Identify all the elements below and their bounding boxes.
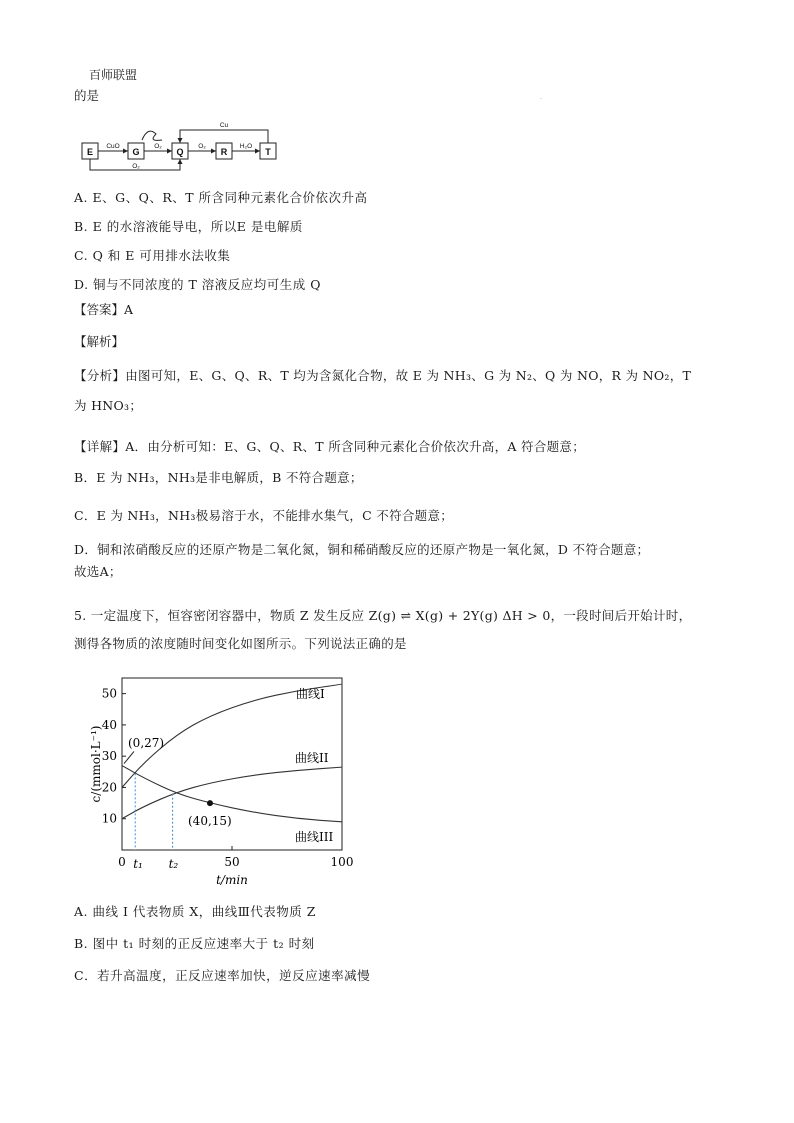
label-g-q: O₂ bbox=[154, 143, 162, 150]
q4-option-c: C. Q 和 E 可用排水法收集 bbox=[74, 248, 231, 263]
concentration-chart bbox=[89, 668, 354, 893]
detail-line-d: D．铜和浓硝酸反应的还原产物是二氧化氮，铜和稀硝酸反应的还原产物是一氧化氮，D 不符合题意； bbox=[74, 542, 650, 557]
y-tick-label: 40 bbox=[101, 717, 117, 732]
label-e-g: CuO bbox=[106, 143, 120, 150]
y-axis-label: c/(mmol·L⁻¹) bbox=[89, 725, 103, 803]
q5-stem-line-1: 5. 一定温度下，恒容密闭容器中，物质 Z 发生反应 Z(g) ⇌ X(g) + 2Y(g) ΔH > 0，一段时间后开始计时， bbox=[74, 608, 692, 623]
detail-line-b: B．E 为 NH₃，NH₃是非电解质，B 不符合题意； bbox=[74, 470, 363, 485]
x-tick-label: 50 bbox=[224, 855, 240, 869]
node-g: G bbox=[132, 147, 140, 157]
flow-diagram bbox=[80, 110, 280, 180]
scribble-mark bbox=[142, 131, 162, 140]
x-tick-label: 100 bbox=[330, 855, 354, 869]
series-label-2: 曲线II bbox=[295, 751, 329, 765]
t2-label: t₂ bbox=[168, 857, 179, 871]
q5-option-b: B. 图中 t₁ 时刻的正反应速率大于 t₂ 时刻 bbox=[74, 936, 315, 951]
node-t: T bbox=[265, 147, 271, 157]
detail-line-c: C．E 为 NH₃，NH₃极易溶于水，不能排水集气，C 不符合题意； bbox=[74, 508, 454, 523]
question-continuation: 的是 bbox=[74, 88, 100, 103]
label-t-q: Cu bbox=[219, 122, 229, 129]
series-label-1: 曲线I bbox=[296, 687, 325, 701]
q5-option-a: A. 曲线 I 代表物质 X，曲线Ⅲ代表物质 Z bbox=[74, 904, 316, 919]
q4-option-d: D. 铜与不同浓度的 T 溶液反应均可生成 Q bbox=[74, 277, 322, 292]
annotation-40-15: (40,15) bbox=[188, 814, 232, 829]
q4-option-a: A. E、G、Q、R、T 所含同种元素化合价依次升高 bbox=[74, 190, 368, 205]
label-e-q: O₂ bbox=[132, 163, 140, 170]
arrow-t-q bbox=[180, 130, 268, 143]
node-r: R bbox=[220, 147, 228, 157]
annotation-arrow bbox=[124, 751, 134, 763]
stray-mark: . bbox=[540, 94, 542, 101]
conclusion-line: 故选A； bbox=[74, 564, 122, 579]
node-e: E bbox=[86, 147, 94, 157]
y-tick-label: 20 bbox=[101, 780, 117, 795]
answer-tag: 【答案】A bbox=[74, 302, 134, 317]
series-curve-3 bbox=[122, 766, 342, 822]
analysis-line-1: 【分析】由图可知，E、G、Q、R、T 均为含氮化合物，故 E 为 NH₃、G 为 N₂、Q 为 NO，R 为 NO₂，T bbox=[74, 368, 692, 383]
q5-stem-line-2: 测得各物质的浓度随时间变化如图所示。下列说法正确的是 bbox=[74, 636, 407, 651]
label-q-r: O₂ bbox=[198, 143, 206, 150]
detail-line-a: 【详解】A．由分析可知：E、G、Q、R、T 所含同种元素化合价依次升高，A 符合题意； bbox=[74, 439, 586, 454]
q5-option-c: C．若升高温度，正反应速率加快，逆反应速率减慢 bbox=[74, 968, 371, 983]
q4-option-b: B. E 的水溶液能导电，所以E 是电解质 bbox=[74, 219, 303, 234]
series-curve-2 bbox=[122, 767, 342, 819]
analysis-tag: 【解析】 bbox=[74, 334, 125, 349]
y-tick-label: 10 bbox=[101, 811, 117, 826]
label-r-t: H₂O bbox=[239, 143, 253, 150]
analysis-line-2: 为 HNO₃； bbox=[74, 398, 143, 413]
y-tick-label: 50 bbox=[101, 686, 117, 701]
node-q: Q bbox=[176, 147, 184, 157]
point-40-15 bbox=[207, 800, 213, 806]
annotation-0-27: (0,27) bbox=[128, 735, 165, 750]
t1-label: t₁ bbox=[133, 857, 143, 871]
x-tick-label: 0 bbox=[118, 855, 126, 869]
header-watermark: 百师联盟 bbox=[89, 68, 138, 82]
x-axis-label: t/min bbox=[216, 873, 248, 887]
y-tick-label: 30 bbox=[101, 749, 117, 764]
series-label-3: 曲线III bbox=[295, 830, 334, 844]
